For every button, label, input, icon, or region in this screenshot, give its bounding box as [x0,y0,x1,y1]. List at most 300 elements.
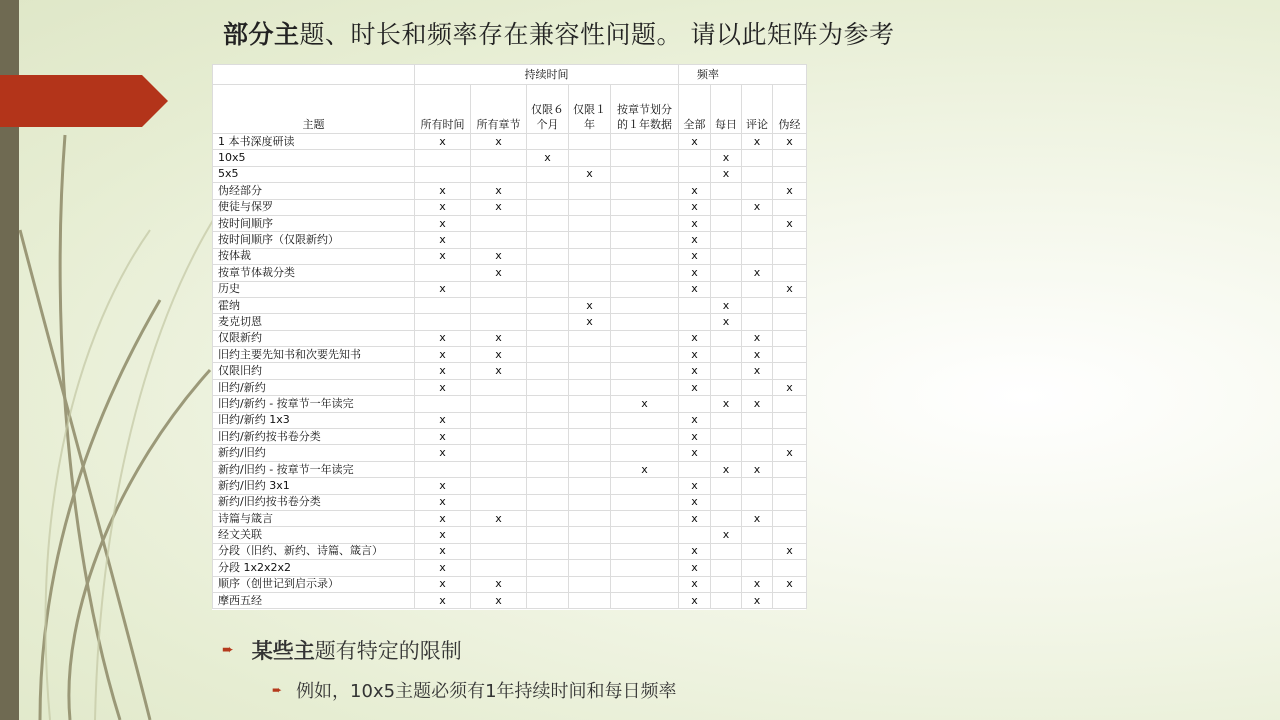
mark-cell [527,592,569,608]
mark-cell: x [742,461,773,477]
mark-cell [569,363,611,379]
mark-cell [679,166,711,182]
mark-cell: x [742,396,773,412]
mark-cell [569,183,611,199]
header-frequency: 频率 [679,65,807,85]
mark-cell [471,166,527,182]
mark-cell: x [679,445,711,461]
mark-cell [471,445,527,461]
bullet-list [222,635,677,703]
column-header: 每日 [711,85,742,134]
mark-cell: x [471,363,527,379]
mark-cell [679,314,711,330]
mark-cell [742,412,773,428]
mark-cell [471,543,527,559]
mark-cell: x [679,215,711,231]
red-arrow-banner [0,75,168,127]
mark-cell: x [679,592,711,608]
mark-cell [711,134,742,150]
table-row [213,134,807,150]
mark-cell: x [415,215,471,231]
mark-cell [773,429,807,445]
topic-cell: 霍纳 [213,297,415,313]
mark-cell: x [679,379,711,395]
header-duration: 持续时间 [415,65,679,85]
mark-cell: x [711,166,742,182]
bullet-level2-text: 例如，10x5主题必须有1年持续时间和每日频率 [296,681,677,702]
mark-cell [742,215,773,231]
table-row [213,150,807,166]
mark-cell: x [415,347,471,363]
mark-cell [527,297,569,313]
topic-cell: 1 本书深度研读 [213,134,415,150]
bullet-level1-text [252,635,462,665]
mark-cell [569,330,611,346]
mark-cell [527,379,569,395]
bullet-level1 [222,635,677,665]
mark-cell: x [415,248,471,264]
mark-cell [711,543,742,559]
mark-cell [471,396,527,412]
mark-cell [569,543,611,559]
mark-cell [527,396,569,412]
topic-cell: 历史 [213,281,415,297]
mark-cell [611,592,679,608]
mark-cell [611,429,679,445]
mark-cell [611,543,679,559]
mark-cell: x [679,330,711,346]
topic-cell: 新约/旧约按书卷分类 [213,494,415,510]
mark-cell: x [711,150,742,166]
topic-cell: 旧约/新约 1x3 [213,412,415,428]
mark-cell [569,281,611,297]
bullet-level2 [272,677,677,703]
mark-cell [711,265,742,281]
mark-cell [569,412,611,428]
topic-cell: 分段（旧约、新约、诗篇、箴言） [213,543,415,559]
mark-cell: x [415,281,471,297]
slide-title [223,15,894,51]
table-row [213,199,807,215]
mark-cell: x [415,592,471,608]
topic-cell: 旧约/新约 [213,379,415,395]
mark-cell [711,576,742,592]
mark-cell: x [471,248,527,264]
mark-cell: x [415,379,471,395]
topic-cell: 按时间顺序 [213,215,415,231]
mark-cell: x [711,297,742,313]
mark-cell [742,314,773,330]
topic-cell: 分段 1x2x2x2 [213,560,415,576]
topic-cell: 新约/旧约 [213,445,415,461]
column-header: 所有时间 [415,85,471,134]
mark-cell [569,199,611,215]
column-header: 所有章节 [471,85,527,134]
header-empty-cell [213,65,415,85]
mark-cell [415,150,471,166]
mark-cell [773,232,807,248]
mark-cell [611,199,679,215]
mark-cell [471,297,527,313]
mark-cell: x [415,445,471,461]
mark-cell [569,527,611,543]
mark-cell: x [773,215,807,231]
mark-cell [711,248,742,264]
mark-cell: x [471,199,527,215]
mark-cell: x [711,314,742,330]
mark-cell [773,560,807,576]
topic-cell: 按体裁 [213,248,415,264]
mark-cell: x [415,478,471,494]
mark-cell [569,461,611,477]
mark-cell: x [415,527,471,543]
mark-cell [527,134,569,150]
mark-cell [773,592,807,608]
mark-cell [569,510,611,526]
mark-cell [569,429,611,445]
mark-cell [471,215,527,231]
topic-cell: 旧约/新约按书卷分类 [213,429,415,445]
mark-cell: x [415,576,471,592]
mark-cell [611,183,679,199]
mark-cell [527,363,569,379]
mark-cell [527,560,569,576]
mark-cell: x [742,592,773,608]
mark-cell: x [742,199,773,215]
mark-cell [527,445,569,461]
mark-cell: x [471,347,527,363]
mark-cell [611,297,679,313]
mark-cell [471,232,527,248]
mark-cell [611,412,679,428]
arrow-bullet-icon: ➨ [272,683,283,697]
table-row [213,248,807,264]
mark-cell: x [679,576,711,592]
mark-cell: x [471,330,527,346]
topic-cell: 10x5 [213,150,415,166]
mark-cell [611,478,679,494]
mark-cell [527,183,569,199]
mark-cell [471,560,527,576]
mark-cell [471,461,527,477]
mark-cell: x [742,134,773,150]
table-row [213,215,807,231]
mark-cell: x [679,478,711,494]
mark-cell [527,330,569,346]
mark-cell [679,527,711,543]
mark-cell [742,379,773,395]
topic-cell: 诗篇与箴言 [213,510,415,526]
mark-cell [773,363,807,379]
mark-cell: x [679,134,711,150]
mark-cell [611,150,679,166]
mark-cell [611,265,679,281]
mark-cell [415,314,471,330]
mark-cell [527,527,569,543]
mark-cell: x [415,363,471,379]
mark-cell [569,265,611,281]
mark-cell [415,265,471,281]
mark-cell [773,166,807,182]
mark-cell: x [415,560,471,576]
mark-cell: x [471,183,527,199]
mark-cell: x [471,592,527,608]
mark-cell [569,134,611,150]
mark-cell: x [679,347,711,363]
mark-cell: x [773,576,807,592]
topic-cell: 5x5 [213,166,415,182]
column-header: 仅限６个月 [527,85,569,134]
mark-cell [611,445,679,461]
mark-cell [711,494,742,510]
mark-cell [611,248,679,264]
mark-cell [415,297,471,313]
mark-cell [569,248,611,264]
table-row [213,461,807,477]
table-row [213,412,807,428]
mark-cell [773,461,807,477]
mark-cell [742,166,773,182]
mark-cell [527,265,569,281]
mark-cell: x [679,429,711,445]
table-row [213,379,807,395]
mark-cell: x [415,183,471,199]
topic-cell: 摩西五经 [213,592,415,608]
mark-cell [527,232,569,248]
mark-cell [711,445,742,461]
mark-cell [569,215,611,231]
mark-cell [773,265,807,281]
mark-cell [415,166,471,182]
column-header: 仅限１年 [569,85,611,134]
mark-cell [471,412,527,428]
mark-cell: x [679,560,711,576]
column-header: 按章节划分的１年数据 [611,85,679,134]
mark-cell [773,150,807,166]
mark-cell [527,215,569,231]
mark-cell [569,576,611,592]
mark-cell [742,560,773,576]
mark-cell: x [415,330,471,346]
mark-cell [742,281,773,297]
mark-cell: x [679,232,711,248]
mark-cell [527,429,569,445]
mark-cell: x [711,461,742,477]
mark-cell: x [527,150,569,166]
mark-cell [471,494,527,510]
mark-cell [611,379,679,395]
column-header: 评论 [742,85,773,134]
mark-cell: x [611,461,679,477]
mark-cell: x [742,576,773,592]
mark-cell [471,314,527,330]
mark-cell: x [471,510,527,526]
mark-cell: x [415,510,471,526]
mark-cell [773,396,807,412]
column-header-row [213,85,807,134]
column-header: 伪经 [773,85,807,134]
table-row [213,330,807,346]
column-header: 全部 [679,85,711,134]
mark-cell: x [773,281,807,297]
mark-cell [773,494,807,510]
mark-cell [711,281,742,297]
table-row [213,265,807,281]
table-row [213,445,807,461]
mark-cell: x [773,543,807,559]
mark-cell [569,232,611,248]
mark-cell [611,347,679,363]
mark-cell [569,478,611,494]
mark-cell [569,150,611,166]
mark-cell: x [471,265,527,281]
mark-cell: x [679,412,711,428]
table-row [213,560,807,576]
table-row [213,576,807,592]
mark-cell [611,576,679,592]
topic-cell: 旧约/新约 - 按章节一年读完 [213,396,415,412]
mark-cell: x [415,199,471,215]
mark-cell [527,347,569,363]
mark-cell [773,314,807,330]
mark-cell [711,215,742,231]
mark-cell [611,232,679,248]
mark-cell [711,347,742,363]
mark-cell [742,183,773,199]
mark-cell: x [679,265,711,281]
mark-cell [611,510,679,526]
mark-cell [527,494,569,510]
mark-cell [711,363,742,379]
mark-cell: x [742,363,773,379]
mark-cell [711,379,742,395]
bullet-level1-rest: 题有特定的限制 [314,639,462,663]
table-row [213,281,807,297]
mark-cell: x [415,412,471,428]
mark-cell [711,232,742,248]
mark-cell [773,330,807,346]
mark-cell: x [773,379,807,395]
table-row [213,478,807,494]
mark-cell [527,248,569,264]
mark-cell [742,478,773,494]
table-row [213,232,807,248]
topic-cell: 麦克切恩 [213,314,415,330]
mark-cell [611,281,679,297]
table-row [213,494,807,510]
mark-cell [471,150,527,166]
mark-cell [711,478,742,494]
mark-cell: x [569,297,611,313]
mark-cell [773,478,807,494]
topic-cell: 按章节体裁分类 [213,265,415,281]
mark-cell: x [415,134,471,150]
mark-cell: x [773,183,807,199]
mark-cell [527,166,569,182]
mark-cell [611,215,679,231]
mark-cell [471,478,527,494]
mark-cell: x [679,510,711,526]
table-row [213,363,807,379]
mark-cell [711,510,742,526]
mark-cell: x [742,265,773,281]
topic-cell: 按时间顺序（仅限新约） [213,232,415,248]
mark-cell [611,166,679,182]
mark-cell [711,429,742,445]
mark-cell: x [471,134,527,150]
mark-cell [527,199,569,215]
mark-cell [471,527,527,543]
mark-cell [415,461,471,477]
mark-cell [711,183,742,199]
mark-cell [711,330,742,346]
mark-cell [569,347,611,363]
mark-cell [742,248,773,264]
mark-cell [611,363,679,379]
mark-cell [679,461,711,477]
mark-cell [711,412,742,428]
mark-cell [527,576,569,592]
mark-cell [611,134,679,150]
mark-cell: x [679,183,711,199]
table-row [213,527,807,543]
compatibility-matrix [212,64,806,610]
mark-cell [611,314,679,330]
mark-cell [471,379,527,395]
bullet-level1-bold: 某些主 [251,639,315,663]
mark-cell [679,396,711,412]
topic-cell: 经文关联 [213,527,415,543]
mark-cell [527,478,569,494]
mark-cell: x [611,396,679,412]
mark-cell [773,248,807,264]
mark-cell [569,494,611,510]
topic-cell: 新约/旧约 3x1 [213,478,415,494]
mark-cell [711,560,742,576]
mark-cell [611,527,679,543]
topic-cell: 旧约主要先知书和次要先知书 [213,347,415,363]
mark-cell [773,510,807,526]
mark-cell: x [415,494,471,510]
mark-cell: x [711,396,742,412]
table-row [213,297,807,313]
mark-cell [611,494,679,510]
group-header-row [213,65,807,85]
mark-cell: x [773,445,807,461]
topic-cell: 新约/旧约 - 按章节一年读完 [213,461,415,477]
mark-cell: x [415,429,471,445]
mark-cell [742,494,773,510]
mark-cell: x [742,510,773,526]
mark-cell: x [679,281,711,297]
table-row [213,396,807,412]
mark-cell [773,347,807,363]
mark-cell: x [415,543,471,559]
mark-cell [611,560,679,576]
mark-cell: x [471,576,527,592]
mark-cell [742,429,773,445]
mark-cell: x [569,166,611,182]
mark-cell: x [679,494,711,510]
mark-cell [742,445,773,461]
mark-cell [471,429,527,445]
mark-cell [773,297,807,313]
mark-cell [742,232,773,248]
topic-cell: 顺序（创世记到启示录） [213,576,415,592]
mark-cell [569,592,611,608]
mark-cell [569,445,611,461]
mark-cell [742,297,773,313]
